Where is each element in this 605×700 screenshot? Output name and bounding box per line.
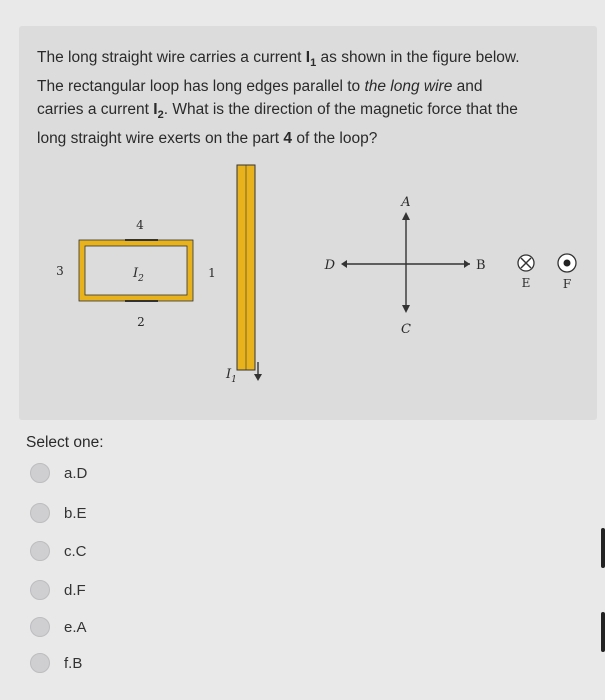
long-straight-wire [237, 165, 255, 370]
direction-compass [341, 212, 470, 313]
answer-option-a[interactable] [30, 460, 87, 486]
answer-option-f[interactable] [30, 650, 82, 676]
edge-marker [601, 612, 605, 652]
question-line-1: The long straight wire carries a current $I_1$ as shown in the figure below. [37, 49, 520, 70]
radio-button[interactable] [30, 541, 50, 561]
into-page-label: E [521, 276, 531, 290]
radio-button[interactable] [30, 617, 50, 637]
radio-button[interactable] [30, 580, 50, 600]
into-page-icon [518, 255, 534, 271]
out-of-page-label: F [562, 277, 572, 291]
direction-label-right: B [476, 258, 486, 273]
answer-label: f.B [64, 654, 83, 672]
edge-marker [601, 528, 605, 568]
direction-label-down: C [401, 322, 411, 337]
direction-label-up: A [401, 195, 411, 210]
loop-side-label-1: 1 [208, 266, 216, 280]
answer-label: b.E [64, 504, 87, 522]
select-one-label: Select one: [26, 434, 104, 451]
radio-button[interactable] [30, 653, 50, 673]
loop-side-label-3: 3 [56, 264, 64, 278]
out-of-page-icon [558, 254, 576, 272]
answer-label: c.C [64, 542, 87, 560]
direction-label-left: D [324, 258, 335, 273]
loop-side-label-2: 2 [137, 315, 145, 329]
question-line-2: The rectangular loop has long edges parallel to the long wire and [37, 78, 483, 96]
answer-label: d.F [64, 581, 86, 599]
answer-option-d[interactable] [30, 577, 86, 603]
loop-side-label-4: 4 [136, 218, 144, 232]
radio-button[interactable] [30, 503, 50, 523]
answer-option-e[interactable] [30, 614, 87, 640]
answer-label: a.D [64, 464, 88, 482]
answer-option-c[interactable] [30, 538, 87, 564]
radio-button[interactable] [30, 463, 50, 483]
answer-label: e.A [64, 618, 87, 636]
answer-option-b[interactable] [30, 500, 87, 526]
wire-current-label: $I_1$ [226, 367, 237, 385]
question-line-4: long straight wire exerts on the part 4 of the loop? [37, 130, 378, 148]
question-line-3: carries a current $I_2$. What is the direction of the magnetic force that the [37, 101, 518, 122]
loop-current-label: $I_2$ [133, 266, 144, 284]
